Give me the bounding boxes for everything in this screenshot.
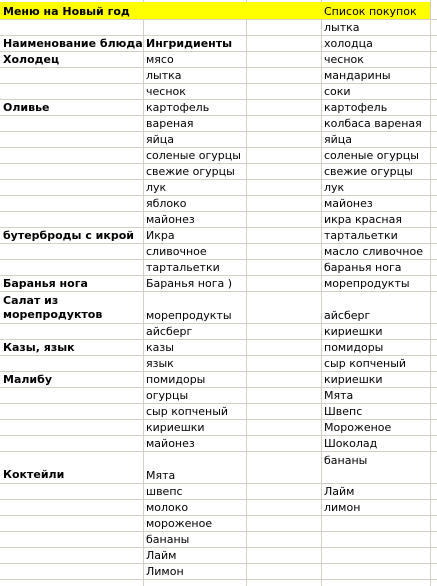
table-row <box>0 100 437 116</box>
sheet-cell[interactable] <box>246 452 321 483</box>
sheet-cell[interactable] <box>0 420 143 435</box>
sheet-cell[interactable] <box>430 436 437 451</box>
sheet-cell[interactable] <box>246 276 321 291</box>
sheet-cell[interactable] <box>246 84 321 99</box>
sheet-cell[interactable]: холодца <box>324 37 373 50</box>
sheet-cell[interactable] <box>246 388 321 403</box>
sheet-cell[interactable] <box>430 148 437 163</box>
sheet-cell[interactable] <box>246 228 321 243</box>
sheet-cell[interactable] <box>246 292 321 323</box>
sheet-cell[interactable] <box>0 548 143 563</box>
sheet-cell[interactable]: бананы <box>324 454 368 467</box>
sheet-cell[interactable] <box>430 548 437 563</box>
sheet-cell[interactable]: лук <box>324 181 345 194</box>
sheet-cell[interactable]: Швепс <box>324 405 363 418</box>
sheet-cell[interactable] <box>0 404 143 419</box>
sheet-cell[interactable] <box>0 164 143 179</box>
sheet-cell[interactable] <box>246 500 321 515</box>
sheet-cell[interactable] <box>0 116 143 131</box>
sheet-cell[interactable]: майонез <box>324 197 373 210</box>
sheet-cell[interactable]: Лайм <box>324 485 355 498</box>
sheet-cell[interactable]: Малибу <box>3 373 52 386</box>
sheet-cell[interactable]: мясо <box>146 53 174 66</box>
sheet-cell[interactable]: свежие огурцы <box>146 165 235 178</box>
sheet-cell[interactable]: Мята <box>146 469 176 482</box>
sheet-cell[interactable] <box>430 484 437 499</box>
sheet-cell[interactable] <box>430 180 437 195</box>
table-row <box>0 84 437 100</box>
sheet-cell[interactable]: майонез <box>146 213 195 226</box>
sheet-cell[interactable] <box>246 196 321 211</box>
sheet-cell[interactable]: швепс <box>146 485 183 498</box>
sheet-cell[interactable] <box>246 2 321 19</box>
sheet-cell[interactable] <box>0 484 143 499</box>
table-row <box>0 420 437 436</box>
sheet-cell[interactable] <box>0 132 143 147</box>
table-row <box>0 276 437 292</box>
sheet-cell[interactable] <box>430 100 437 115</box>
sheet-cell[interactable]: Мороженое <box>324 421 392 434</box>
sheet-cell[interactable]: вареная <box>146 117 194 130</box>
sheet-cell[interactable] <box>430 532 437 547</box>
sheet-cell[interactable] <box>430 420 437 435</box>
sheet-cell[interactable] <box>0 436 143 451</box>
table-row <box>0 20 437 36</box>
sheet-cell[interactable] <box>0 324 143 339</box>
sheet-cell[interactable]: мороженое <box>146 517 213 530</box>
sheet-cell[interactable] <box>143 2 246 19</box>
sheet-cell[interactable]: Казы, язык <box>3 341 75 354</box>
sheet-cell[interactable]: кириешки <box>324 325 383 338</box>
sheet-cell[interactable] <box>321 548 430 563</box>
sheet-cell[interactable] <box>246 260 321 275</box>
sheet-cell[interactable] <box>430 452 437 483</box>
sheet-cell[interactable]: лытка <box>146 69 182 82</box>
sheet-cell[interactable]: айсберг <box>146 325 193 338</box>
sheet-cell[interactable] <box>246 532 321 547</box>
table-row <box>0 244 437 260</box>
sheet-cell[interactable]: Коктейли <box>3 468 65 481</box>
sheet-cell[interactable]: соки <box>324 85 351 98</box>
table-row <box>0 132 437 148</box>
sheet-cell[interactable] <box>246 164 321 179</box>
sheet-cell[interactable] <box>0 388 143 403</box>
sheet-cell[interactable] <box>430 388 437 403</box>
table-row <box>0 116 437 132</box>
sheet-cell[interactable] <box>430 292 437 323</box>
sheet-cell[interactable]: соленые огурцы <box>324 149 419 162</box>
sheet-cell[interactable] <box>246 116 321 131</box>
table-row <box>0 68 437 84</box>
sheet-cell[interactable]: яблоко <box>146 197 187 210</box>
sheet-cell[interactable]: лытка <box>324 21 360 34</box>
table-row <box>0 36 437 52</box>
sheet-cell[interactable] <box>430 132 437 147</box>
sheet-cell[interactable]: казы <box>146 341 174 354</box>
sheet-cell[interactable]: Шоколад <box>324 437 378 450</box>
sheet-cell[interactable] <box>246 212 321 227</box>
sheet-cell[interactable] <box>246 132 321 147</box>
sheet-cell[interactable] <box>430 52 437 67</box>
table-row <box>0 484 437 500</box>
sheet-cell[interactable] <box>246 372 321 387</box>
table-row <box>0 500 437 516</box>
sheet-cell[interactable]: кириешки <box>324 373 383 386</box>
sheet-cell[interactable] <box>246 324 321 339</box>
sheet-cell[interactable] <box>246 148 321 163</box>
sheet-cell[interactable] <box>0 20 143 35</box>
sheet-cell[interactable] <box>430 196 437 211</box>
sheet-cell[interactable] <box>0 212 143 227</box>
sheet-cell[interactable]: свежие огурцы <box>324 165 413 178</box>
sheet-cell[interactable]: сыр копченый <box>146 405 229 418</box>
sheet-cell[interactable]: огурцы <box>146 389 189 402</box>
table-row <box>0 164 437 180</box>
sheet-cell[interactable]: Салат из морепродуктов <box>3 294 103 321</box>
sheet-cell[interactable]: язык <box>146 357 174 370</box>
sheet-cell[interactable] <box>430 276 437 291</box>
sheet-cell[interactable] <box>0 244 143 259</box>
sheet-cell[interactable] <box>430 500 437 515</box>
sheet-cell[interactable]: морепродукты <box>324 277 410 290</box>
table-row <box>0 148 437 164</box>
sheet-cell[interactable] <box>430 36 437 51</box>
sheet-cell[interactable]: айсберг <box>324 309 371 322</box>
sheet-cell[interactable] <box>430 68 437 83</box>
sheet-cell[interactable]: бананы <box>146 533 190 546</box>
table-row <box>0 228 437 244</box>
sheet-cell[interactable]: масло сливочное <box>324 245 423 258</box>
sheet-cell[interactable]: Меню на Новый год <box>0 2 143 19</box>
sheet-cell[interactable]: мандарины <box>324 69 391 82</box>
sheet-cell[interactable]: тартальетки <box>324 229 398 242</box>
sheet-cell[interactable] <box>430 356 437 371</box>
table-row <box>0 212 437 228</box>
sheet-cell[interactable]: Ингридиенты <box>146 37 233 50</box>
sheet-cell[interactable]: Лайм <box>146 549 177 562</box>
sheet-cell[interactable] <box>321 532 430 547</box>
sheet-cell[interactable]: картофель <box>324 101 388 114</box>
sheet-cell[interactable]: Мята <box>324 389 354 402</box>
sheet-cell[interactable]: чеснок <box>324 53 364 66</box>
sheet-cell[interactable] <box>0 84 143 99</box>
table-row <box>0 52 437 68</box>
sheet-cell[interactable] <box>430 2 437 19</box>
sheet-cell[interactable]: картофель <box>146 101 210 114</box>
table-row <box>0 436 437 452</box>
sheet-cell[interactable] <box>430 20 437 35</box>
sheet-cell[interactable] <box>0 180 143 195</box>
sheet-cell[interactable] <box>430 228 437 243</box>
sheet-cell[interactable] <box>246 100 321 115</box>
table-row <box>0 180 437 196</box>
sheet-cell[interactable] <box>430 404 437 419</box>
sheet-cell[interactable] <box>430 244 437 259</box>
sheet-cell[interactable]: майонез <box>146 437 195 450</box>
sheet-cell[interactable]: чеснок <box>146 85 186 98</box>
sheet-cell[interactable] <box>0 516 143 531</box>
sheet-cell[interactable] <box>143 20 246 35</box>
sheet-cell[interactable] <box>430 116 437 131</box>
sheet-cell[interactable] <box>321 516 430 531</box>
sheet-cell[interactable] <box>246 564 321 579</box>
sheet-cell[interactable]: Список покупок <box>321 2 430 19</box>
sheet-cell[interactable]: помидоры <box>146 373 206 386</box>
sheet-cell[interactable]: Оливье <box>3 101 50 114</box>
sheet-cell[interactable] <box>0 356 143 371</box>
table-row <box>0 340 437 356</box>
sheet-cell[interactable]: Баранья нога <box>3 277 88 290</box>
sheet-cell[interactable]: кириешки <box>146 421 205 434</box>
sheet-cell[interactable] <box>0 196 143 211</box>
sheet-cell[interactable]: Икра <box>146 229 175 242</box>
sheet-cell[interactable] <box>246 436 321 451</box>
table-row <box>0 564 437 580</box>
sheet-cell[interactable] <box>246 180 321 195</box>
sheet-cell[interactable] <box>246 68 321 83</box>
table-row <box>0 2 437 20</box>
sheet-cell[interactable]: Наименование блюда <box>3 37 143 50</box>
sheet-cell[interactable] <box>430 164 437 179</box>
sheet-cell[interactable]: баранья нога <box>324 261 402 274</box>
table-row <box>0 324 437 340</box>
table-row <box>0 532 437 548</box>
sheet-cell[interactable] <box>246 36 321 51</box>
sheet-cell[interactable]: тартальетки <box>146 261 220 274</box>
sheet-cell[interactable] <box>430 516 437 531</box>
sheet-cell[interactable]: яйца <box>324 133 352 146</box>
sheet-cell[interactable] <box>0 500 143 515</box>
table-row <box>0 260 437 276</box>
sheet-cell[interactable] <box>0 260 143 275</box>
sheet-cell[interactable]: бутерброды с икрой <box>3 229 134 242</box>
sheet-cell[interactable]: помидоры <box>324 341 384 354</box>
sheet-cell[interactable] <box>430 84 437 99</box>
sheet-cell[interactable] <box>246 20 321 35</box>
sheet-cell[interactable] <box>246 244 321 259</box>
sheet-cell[interactable]: сыр копченый <box>324 357 407 370</box>
table-row <box>0 388 437 404</box>
table-row <box>0 452 437 484</box>
sheet-cell[interactable] <box>430 324 437 339</box>
sheet-cell[interactable]: колбаса вареная <box>324 117 422 130</box>
sheet-cell[interactable]: яйца <box>146 133 174 146</box>
table-row <box>0 404 437 420</box>
sheet-cell[interactable] <box>246 404 321 419</box>
table-row <box>0 516 437 532</box>
sheet-cell[interactable] <box>0 148 143 163</box>
sheet-cell[interactable]: лимон <box>324 501 361 514</box>
sheet-cell[interactable]: икра красная <box>324 213 402 226</box>
table-row <box>0 292 437 324</box>
sheet-cell[interactable]: Холодец <box>3 53 60 66</box>
sheet-cell[interactable] <box>0 564 143 579</box>
table-row <box>0 372 437 388</box>
table-row <box>0 196 437 212</box>
sheet-cell[interactable] <box>246 548 321 563</box>
sheet-cell[interactable]: соленые огурцы <box>146 149 241 162</box>
sheet-cell[interactable]: лук <box>146 181 167 194</box>
sheet-cell[interactable] <box>0 532 143 547</box>
sheet-cell[interactable] <box>246 516 321 531</box>
sheet-cell[interactable] <box>430 372 437 387</box>
sheet-cell[interactable] <box>246 340 321 355</box>
sheet-cell[interactable]: сливочное <box>146 245 207 258</box>
sheet-cell[interactable] <box>246 52 321 67</box>
sheet-cell[interactable] <box>430 340 437 355</box>
sheet-cell[interactable] <box>430 260 437 275</box>
sheet-cell[interactable] <box>246 420 321 435</box>
sheet-cell[interactable] <box>246 356 321 371</box>
sheet-cell[interactable]: Лимон <box>146 565 184 578</box>
sheet-cell[interactable] <box>0 68 143 83</box>
sheet-cell[interactable] <box>430 212 437 227</box>
sheet-cell[interactable] <box>430 564 437 579</box>
sheet-cell[interactable]: молоко <box>146 501 189 514</box>
sheet-cell[interactable] <box>321 564 430 579</box>
table-row <box>0 356 437 372</box>
sheet-cell[interactable]: Баранья нога ) <box>146 277 233 290</box>
sheet-cell[interactable]: морепродукты <box>146 309 232 322</box>
sheet-cell[interactable] <box>246 484 321 499</box>
table-row <box>0 548 437 564</box>
